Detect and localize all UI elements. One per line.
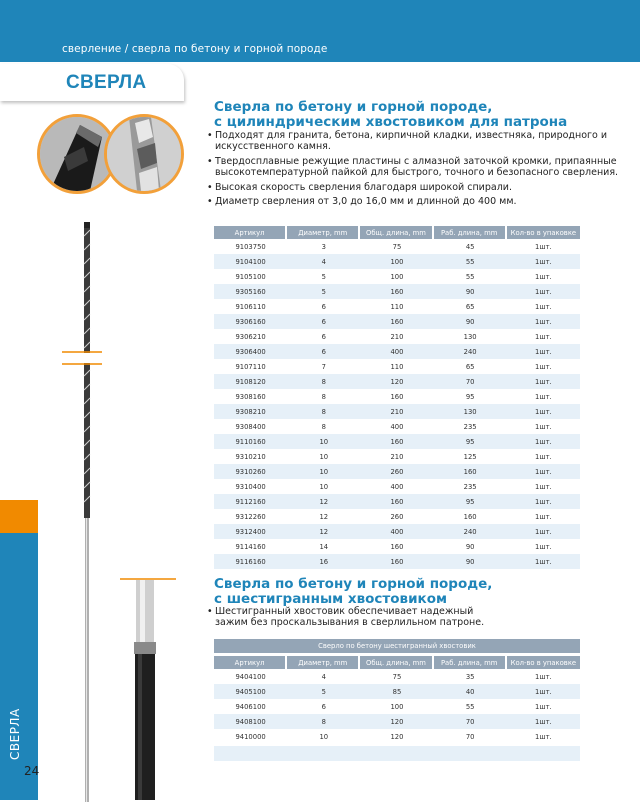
cell-pack-qty: 1шт. <box>535 732 552 741</box>
cell-diameter: 6 <box>287 344 360 359</box>
drill-spiral-closeup-image <box>104 114 184 194</box>
cell-total-length: 120 <box>360 374 433 389</box>
cell-article: 9312260 <box>235 512 266 521</box>
cell-article: 9114160 <box>235 542 266 551</box>
section2-title-line1: Сверла по бетону и горной породе, <box>214 576 493 592</box>
cell-total-length: 160 <box>360 554 433 569</box>
table-row <box>214 494 580 509</box>
table-row <box>214 539 580 554</box>
cell-work-length: 35 <box>465 672 475 681</box>
table-filler-row <box>214 746 580 761</box>
cell-work-length: 95 <box>434 494 507 509</box>
table-row <box>214 359 580 374</box>
table-row <box>214 269 580 284</box>
table-row <box>214 314 580 329</box>
cell-pack-qty: 1шт. <box>507 314 580 329</box>
cell-work-length: 235 <box>463 422 477 431</box>
cell-total-length: 160 <box>390 542 404 551</box>
cell-diameter: 8 <box>321 392 326 401</box>
cell-total-length: 210 <box>360 404 433 419</box>
long-drill-image <box>62 222 122 802</box>
table-row <box>214 714 580 729</box>
cell-work-length: 55 <box>434 254 507 269</box>
cell-pack-qty: 1шт. <box>507 374 580 389</box>
table-header-row <box>214 226 580 239</box>
cell-diameter: 10 <box>287 434 360 449</box>
cell-total-length: 75 <box>392 242 402 251</box>
cell-total-length: 160 <box>390 392 404 401</box>
cell-total-length: 110 <box>390 302 404 311</box>
table-row <box>214 434 580 449</box>
col-header-pack-qty: Кол-во в упаковке <box>507 226 580 239</box>
cell-diameter: 6 <box>321 702 326 711</box>
table-row <box>214 374 580 389</box>
cell-article: 9405100 <box>214 684 287 699</box>
cell-article: 9306210 <box>235 332 266 341</box>
col-header-work-length: Раб. длина, mm <box>434 656 507 669</box>
cell-total-length: 160 <box>360 434 433 449</box>
cell-article: 9306160 <box>214 314 287 329</box>
cell-diameter: 8 <box>287 404 360 419</box>
cell-article: 9310400 <box>235 482 266 491</box>
col-header-article: Артикул <box>214 656 287 669</box>
cell-total-length: 100 <box>390 272 404 281</box>
hex-shank-table <box>214 656 580 744</box>
cell-work-length: 130 <box>434 404 507 419</box>
table-row <box>214 344 580 359</box>
table-row <box>214 329 580 344</box>
cell-article: 9306400 <box>214 344 287 359</box>
cell-pack-qty: 1шт. <box>535 272 552 281</box>
table-row <box>214 404 580 419</box>
list-item: • Твердосплавные режущие пластины с алмазной заточкой кромки, припаянные высокотемпературной пайкой для быстрого, точного и безопасного сверления. <box>207 156 627 179</box>
cell-total-length: 160 <box>360 284 433 299</box>
cell-article: 9310210 <box>235 452 266 461</box>
cell-work-length: 240 <box>434 344 507 359</box>
cell-diameter: 5 <box>287 284 360 299</box>
cell-diameter: 4 <box>321 672 326 681</box>
cell-diameter: 10 <box>319 732 329 741</box>
table-row <box>214 699 580 714</box>
cell-pack-qty: 1шт. <box>507 714 580 729</box>
cell-pack-qty: 1шт. <box>507 684 580 699</box>
cell-article: 9408100 <box>214 714 287 729</box>
cell-total-length: 210 <box>390 332 404 341</box>
cell-total-length: 120 <box>360 714 433 729</box>
cell-total-length: 100 <box>390 702 404 711</box>
cell-pack-qty: 1шт. <box>507 554 580 569</box>
cell-pack-qty: 1шт. <box>535 452 552 461</box>
cell-total-length: 100 <box>360 254 433 269</box>
table-row <box>214 729 580 744</box>
section2-title <box>214 577 492 607</box>
cell-work-length: 125 <box>463 452 477 461</box>
cell-pack-qty: 1шт. <box>507 254 580 269</box>
cell-article: 9116160 <box>214 554 287 569</box>
cell-article: 9308160 <box>235 392 266 401</box>
table-row <box>214 669 580 684</box>
col-header-pack-qty: Кол-во в упаковке <box>507 656 580 669</box>
list-item: • Подходят для гранита, бетона, кирпичной кладки, известняка, природного и искусственного камня. <box>207 130 627 153</box>
cell-pack-qty: 1шт. <box>535 362 552 371</box>
cell-diameter: 12 <box>287 494 360 509</box>
cell-pack-qty: 1шт. <box>535 332 552 341</box>
list-item: • Шестигранный хвостовик обеспечивает надежный зажим без проскальзывания в сверлильном патроне. <box>207 606 507 629</box>
cell-total-length: 400 <box>360 344 433 359</box>
table-row <box>214 449 580 464</box>
col-header-total-length: Общ. длина, mm <box>360 226 433 239</box>
table-row <box>214 389 580 404</box>
cylindrical-shank-table <box>214 226 580 569</box>
table-row <box>214 554 580 569</box>
cell-article: 9310260 <box>214 464 287 479</box>
cell-diameter: 5 <box>287 684 360 699</box>
cell-diameter: 6 <box>321 332 326 341</box>
cell-work-length: 95 <box>434 434 507 449</box>
cell-pack-qty: 1шт. <box>535 242 552 251</box>
cell-work-length: 70 <box>434 374 507 389</box>
cell-work-length: 90 <box>465 542 475 551</box>
cell-work-length: 130 <box>463 332 477 341</box>
cell-article: 9308400 <box>235 422 266 431</box>
cell-diameter: 8 <box>321 422 326 431</box>
cell-diameter: 8 <box>287 374 360 389</box>
cell-total-length: 400 <box>390 422 404 431</box>
cell-total-length: 160 <box>360 314 433 329</box>
cell-diameter: 8 <box>287 714 360 729</box>
cell-work-length: 90 <box>434 554 507 569</box>
cell-diameter: 12 <box>319 512 329 521</box>
cell-diameter: 12 <box>287 524 360 539</box>
table-row <box>214 684 580 699</box>
table-header-row <box>214 656 580 669</box>
cell-article: 9410000 <box>235 732 266 741</box>
table-row <box>214 524 580 539</box>
section1-title <box>214 100 567 130</box>
cell-article: 9105100 <box>235 272 266 281</box>
table-row <box>214 254 580 269</box>
table-row <box>214 509 580 524</box>
section1-bullets <box>207 130 627 210</box>
cell-article: 9108120 <box>214 374 287 389</box>
cell-diameter: 10 <box>319 482 329 491</box>
cell-work-length: 70 <box>434 714 507 729</box>
cell-diameter: 16 <box>287 554 360 569</box>
cell-work-length: 240 <box>434 524 507 539</box>
cell-total-length: 400 <box>390 482 404 491</box>
cell-article: 9406100 <box>235 702 266 711</box>
cell-pack-qty: 1шт. <box>507 434 580 449</box>
cell-work-length: 70 <box>465 732 475 741</box>
cell-total-length: 260 <box>390 512 404 521</box>
cell-work-length: 55 <box>465 702 475 711</box>
table-row <box>214 464 580 479</box>
cell-article: 9106110 <box>235 302 266 311</box>
cell-pack-qty: 1шт. <box>535 702 552 711</box>
cell-pack-qty: 1шт. <box>535 672 552 681</box>
cell-work-length: 90 <box>434 314 507 329</box>
cell-article: 9404100 <box>235 672 266 681</box>
cell-total-length: 210 <box>390 452 404 461</box>
cell-pack-qty: 1шт. <box>507 344 580 359</box>
cell-work-length: 90 <box>434 284 507 299</box>
cell-pack-qty: 1шт. <box>507 494 580 509</box>
cell-work-length: 40 <box>434 684 507 699</box>
col-header-diameter: Диаметр, mm <box>287 226 360 239</box>
cell-total-length: 260 <box>360 464 433 479</box>
section2-title-line2: с шестигранным хвостовиком <box>214 591 448 607</box>
cell-diameter: 6 <box>287 314 360 329</box>
side-label: СВЕРЛА <box>8 708 22 760</box>
cell-total-length: 75 <box>392 672 402 681</box>
section2-bullets <box>207 606 507 632</box>
cell-pack-qty: 1шт. <box>535 302 552 311</box>
cell-article: 9103750 <box>235 242 266 251</box>
cell-article: 9312400 <box>214 524 287 539</box>
cell-pack-qty: 1шт. <box>507 404 580 419</box>
section-tab-label: СВЕРЛА <box>66 72 147 93</box>
cell-work-length: 95 <box>465 392 475 401</box>
cell-total-length: 160 <box>360 494 433 509</box>
side-accent <box>0 500 38 533</box>
cell-total-length: 85 <box>360 684 433 699</box>
cell-diameter: 7 <box>321 362 326 371</box>
cell-work-length: 65 <box>465 302 475 311</box>
table-row <box>214 284 580 299</box>
table-row <box>214 239 580 254</box>
cell-total-length: 120 <box>390 732 404 741</box>
breadcrumb: сверление / сверла по бетону и горной породе <box>62 43 328 55</box>
cell-pack-qty: 1шт. <box>535 392 552 401</box>
cell-diameter: 10 <box>287 464 360 479</box>
cell-pack-qty: 1шт. <box>507 464 580 479</box>
cell-work-length: 160 <box>463 512 477 521</box>
page-number: 24 <box>24 764 40 778</box>
cell-pack-qty: 1шт. <box>507 524 580 539</box>
cell-article: 9305160 <box>214 284 287 299</box>
table-row <box>214 479 580 494</box>
cell-pack-qty: 1шт. <box>535 422 552 431</box>
hex-drill-image <box>118 574 178 800</box>
cell-article: 9107110 <box>235 362 266 371</box>
table-row <box>214 419 580 434</box>
cell-pack-qty: 1шт. <box>535 482 552 491</box>
hex-table-caption: Сверло по бетону шестигранный хвостовик <box>214 639 580 653</box>
cell-article: 9104100 <box>214 254 287 269</box>
cell-work-length: 45 <box>465 242 475 251</box>
col-header-diameter: Диаметр, mm <box>287 656 360 669</box>
cell-article: 9308210 <box>214 404 287 419</box>
cell-total-length: 110 <box>390 362 404 371</box>
cell-pack-qty: 1шт. <box>507 284 580 299</box>
cell-diameter: 6 <box>321 302 326 311</box>
list-item: • Высокая скорость сверления благодаря широкой спирали. <box>207 182 627 193</box>
table-row <box>214 299 580 314</box>
cell-work-length: 55 <box>465 272 475 281</box>
list-item: • Диаметр сверления от 3,0 до 16,0 мм и длинной до 400 мм. <box>207 196 627 207</box>
cell-diameter: 4 <box>287 254 360 269</box>
cell-diameter: 5 <box>321 272 326 281</box>
cell-total-length: 400 <box>360 524 433 539</box>
cell-work-length: 160 <box>434 464 507 479</box>
cell-pack-qty: 1шт. <box>535 512 552 521</box>
col-header-article: Артикул <box>214 226 287 239</box>
cell-pack-qty: 1шт. <box>535 542 552 551</box>
col-header-total-length: Общ. длина, mm <box>360 656 433 669</box>
cell-article: 9112160 <box>214 494 287 509</box>
section1-title-line1: Сверла по бетону и горной породе, <box>214 99 493 115</box>
cell-work-length: 65 <box>465 362 475 371</box>
cell-diameter: 10 <box>319 452 329 461</box>
cell-diameter: 3 <box>321 242 326 251</box>
cell-diameter: 14 <box>319 542 329 551</box>
section1-title-line2: с цилиндрическим хвостовиком для патрона <box>214 114 568 130</box>
cell-article: 9110160 <box>214 434 287 449</box>
col-header-work-length: Раб. длина, mm <box>434 226 507 239</box>
cell-work-length: 235 <box>463 482 477 491</box>
